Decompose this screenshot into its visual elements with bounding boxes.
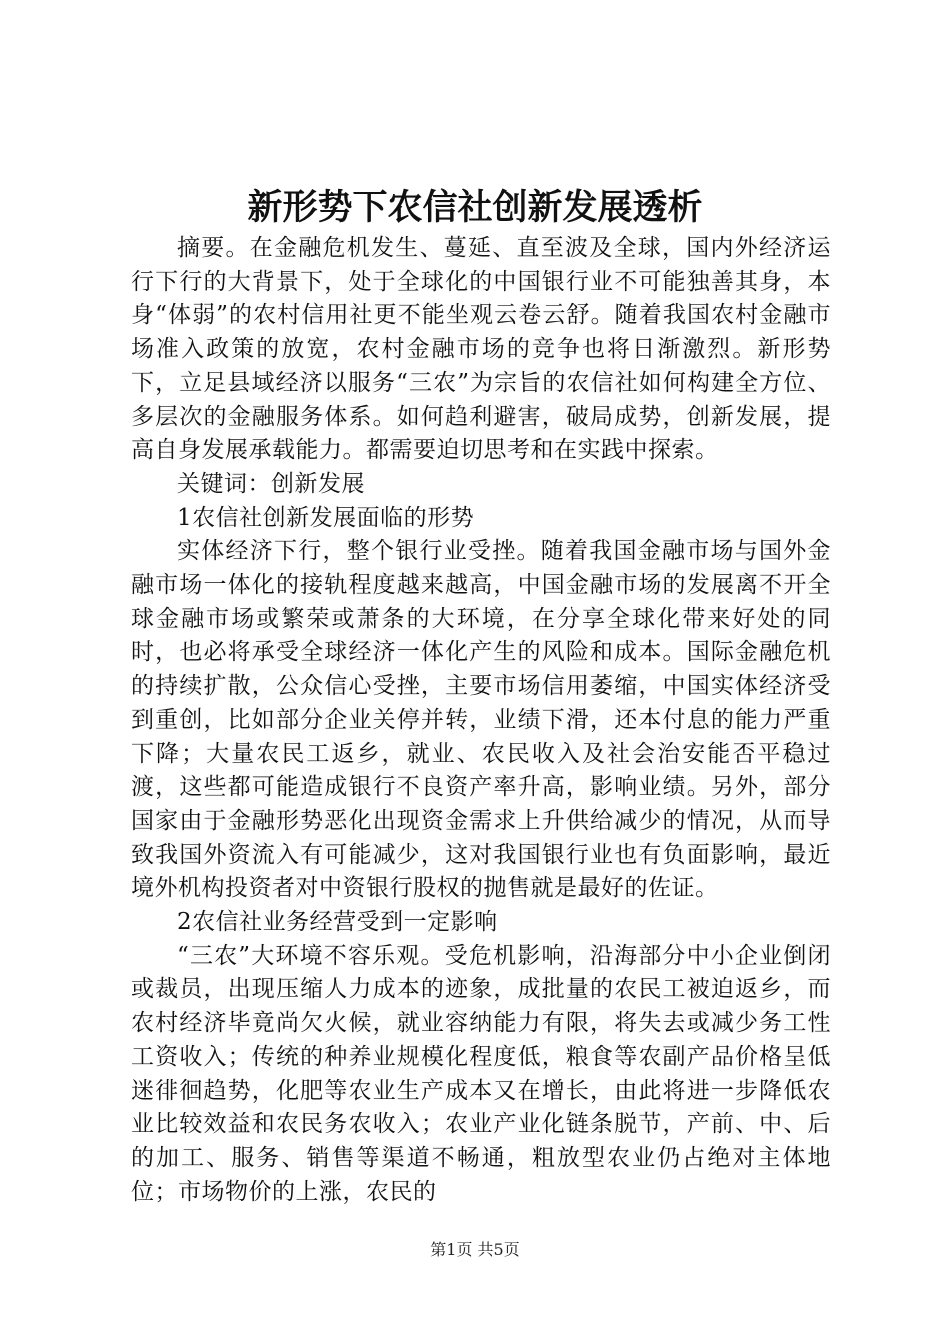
document-title: 新形势下农信社创新发展透析 xyxy=(247,187,703,228)
section-heading-2: 2农信社业务经营受到一定影响 xyxy=(177,909,498,936)
keywords-line: 关键词：创新发展 xyxy=(177,470,365,497)
document-body xyxy=(131,232,831,1209)
body-paragraph: 实体经济下行，整个银行业受挫。随着我国金融市场与国外金融市场一体化的接轨程度越来越高，中国金融市场的发展离不开全球金融市场或繁荣或萧条的大环境，在分享全球化带来好处的同时，也必将承受全球经济一体化产生的风险和成本。国际金融危机的持续扩散，公众信心受挫，主要市场信用萎缩，中国实体经济受到重创，比如部分企业关停并转，业绩下滑，还本付息的能力严重下降；大量农民工返乡，就业、农民收入及社会治安能否平稳过渡，这些都可能造成银行不良资产率升高，影响业绩。另外，部分国家由于金融形势恶化出现资金需求上升供给减少的情况，从而导致我国外资流入有可能减少，这对我国银行业也有负面影响，最近境外机构投资者对中资银行股权的抛售就是最好的佐证。 xyxy=(131,538,831,902)
abstract-paragraph: 摘要。在金融危机发生、蔓延、直至波及全球，国内外经济运行下行的大背景下，处于全球化的中国银行业不可能独善其身，本身“体弱”的农村信用社更不能坐观云卷云舒。随着我国农村金融市场准入政策的放宽，农村金融市场的竞争也将日渐激烈。新形势下，立足县域经济以服务“三农”为宗旨的农信社如何构建全方位、多层次的金融服务体系。如何趋利避害，破局成势，创新发展，提高自身发展承载能力。都需要迫切思考和在实践中探索。 xyxy=(131,235,831,464)
body-paragraph: “三农”大环境不容乐观。受危机影响，沿海部分中小企业倒闭或裁员，出现压缩人力成本的迹象，成批量的农民工被迫返乡，而农村经济毕竟尚欠火候，就业容纳能力有限，将失去或减少务工性工资收入；传统的种养业规模化程度低，粮食等农副产品价格呈低迷徘徊趋势，化肥等农业生产成本又在增长，由此将进一步降低农业比较效益和农民务农收入；农业产业化链条脱节，产前、中、后的加工、服务、销售等渠道不畅通，粗放型农业仍占绝对主体地位；市场物价的上涨，农民的 xyxy=(131,942,831,1205)
section-heading-1: 1农信社创新发展面临的形势 xyxy=(177,504,475,531)
page-footer: 第1页 共5页 xyxy=(430,1240,520,1259)
